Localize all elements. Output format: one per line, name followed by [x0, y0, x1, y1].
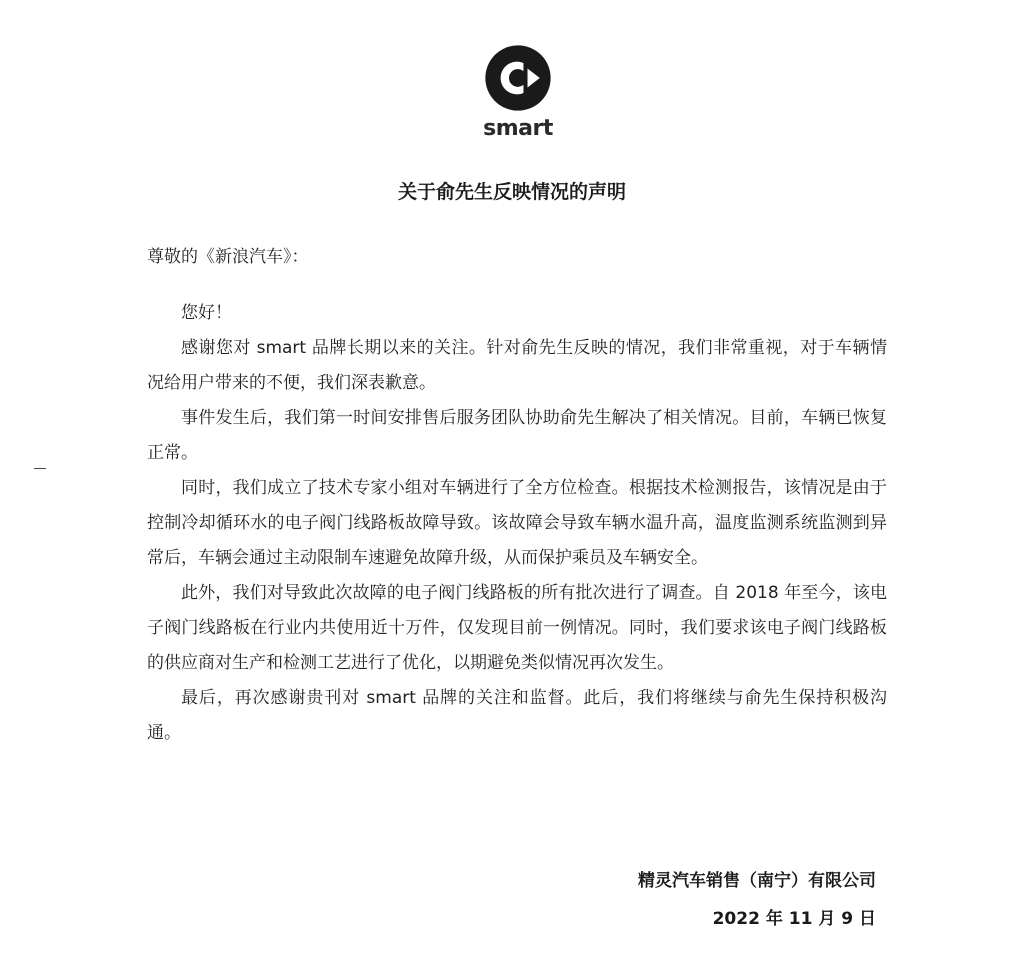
- paragraph-closing: 最后，再次感谢贵刊对 smart 品牌的关注和监督。此后，我们将继续与俞先生保持积极沟通。: [147, 688, 887, 743]
- margin-mark: [34, 468, 46, 469]
- paragraph-inspection: 同时，我们成立了技术专家小组对车辆进行了全方位检查。根据技术检测报告，该情况是由于控制冷却循环水的电子阀门线路板故障导致。该故障会导致车辆水温升高，温度监测系统监测到异常后，车辆会通过主动限制车速避免故障升级，从而保护乘员及车辆安全。: [147, 478, 887, 568]
- smart-logo-icon: [484, 44, 552, 112]
- signature-block: [638, 862, 876, 938]
- document-title: 关于俞先生反映情况的声明: [397, 181, 626, 203]
- paragraph-investigation: 此外，我们对导致此次故障的电子阀门线路板的所有批次进行了调查。自 2018 年至今，该电子阀门线路板在行业内共使用近十万件，仅发现目前一例情况。同时，我们要求该电子阀门线路板的供应商对生产和检测工艺进行了优化，以期避免类似情况再次发生。: [147, 583, 887, 673]
- signature-date: 2022 年 11 月 9 日: [712, 909, 876, 929]
- brand-logo: [470, 44, 566, 141]
- paragraph-thanks: 感谢您对 smart 品牌长期以来的关注。针对俞先生反映的情况，我们非常重视，对于车辆情况给用户带来的不便，我们深表歉意。: [147, 338, 887, 393]
- signature-company: 精灵汽车销售（南宁）有限公司: [638, 871, 876, 891]
- paragraph-incident: 事件发生后，我们第一时间安排售后服务团队协助俞先生解决了相关情况。目前，车辆已恢复正常。: [147, 408, 887, 463]
- brand-wordmark: smart: [483, 116, 553, 141]
- salutation: 尊敬的《新浪汽车》：: [147, 247, 309, 267]
- letter-body: [147, 296, 887, 751]
- paragraph-greeting: 您好！: [181, 303, 232, 323]
